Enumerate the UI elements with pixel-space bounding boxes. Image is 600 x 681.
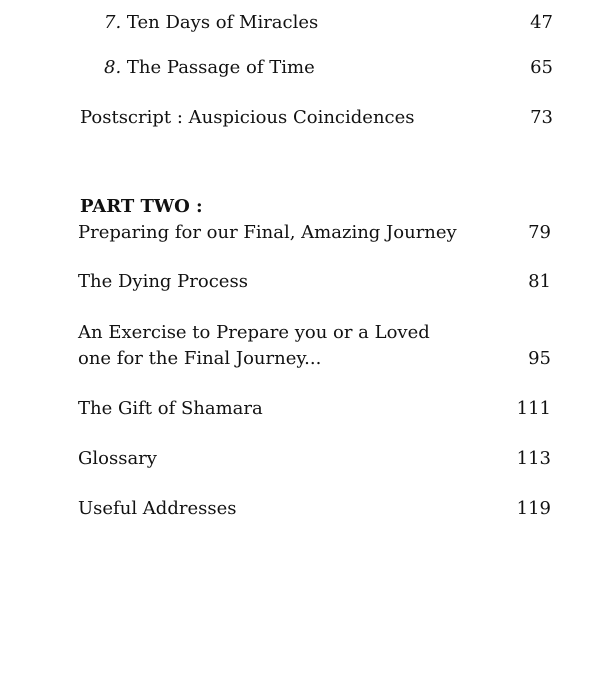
entry-title: The Gift of Shamara <box>78 398 263 419</box>
toc-entry-useful-addresses <box>78 498 236 520</box>
chapter-number: 8. <box>104 57 122 78</box>
page-number: 119 <box>516 498 551 519</box>
entry-title: Postscript : Auspicious Coincidences <box>80 107 415 128</box>
toc-entry-gift-of-shamara <box>78 398 263 420</box>
page-number: 79 <box>528 222 551 243</box>
entry-title: Preparing for our Final, Amazing Journey <box>78 222 457 243</box>
chapter-number: 7. <box>104 12 122 33</box>
page-number: 95 <box>528 348 551 369</box>
toc-entry-postscript <box>80 107 415 129</box>
toc-entry-exercise-line1 <box>78 322 430 344</box>
page-number: 81 <box>528 271 551 292</box>
page-number: 47 <box>530 12 553 33</box>
toc-entry-glossary <box>78 448 157 470</box>
toc-entry-chapter-7 <box>104 12 318 34</box>
part-two-heading: PART TWO : <box>80 196 203 217</box>
toc-entry-chapter-8 <box>104 57 315 79</box>
page-number: 113 <box>516 448 551 469</box>
entry-title: one for the Final Journey... <box>78 348 322 369</box>
page-number: 73 <box>530 107 553 128</box>
page-number: 111 <box>516 398 551 419</box>
chapter-title: The Passage of Time <box>126 57 315 78</box>
entry-title: Glossary <box>78 448 157 469</box>
chapter-title: Ten Days of Miracles <box>126 12 319 33</box>
entry-title: Useful Addresses <box>78 498 237 519</box>
page-number: 65 <box>530 57 553 78</box>
toc-entry-dying-process <box>78 271 248 293</box>
entry-title: An Exercise to Prepare you or a Loved <box>78 322 430 343</box>
entry-title: The Dying Process <box>78 271 248 292</box>
toc-entry-preparing <box>78 222 457 244</box>
toc-entry-exercise-line2 <box>78 348 321 370</box>
